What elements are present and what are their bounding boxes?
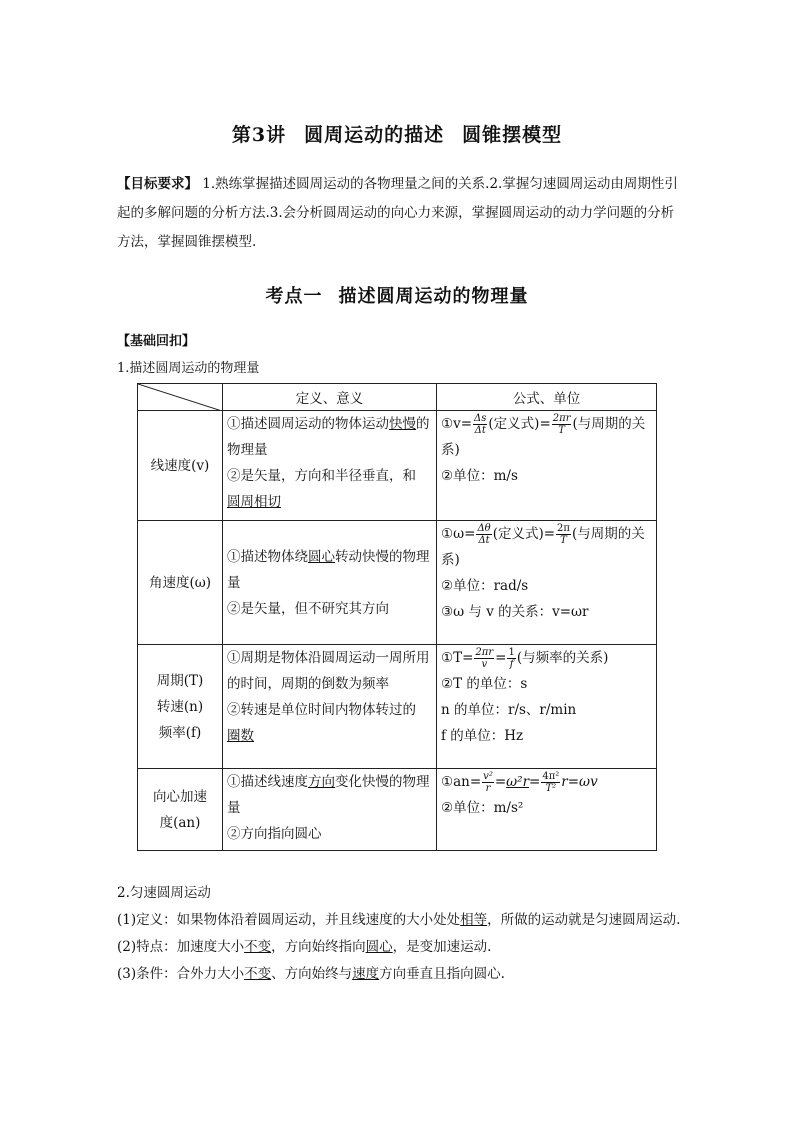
formula-unit: n 的单位：r/s、r/min <box>441 702 577 718</box>
definition-paragraph: (1)定义：如果物体沿着圆周运动，并且线速度的大小处处相等，所做的运动就是匀速圆周运动. <box>117 912 681 928</box>
subsection-2-title: 2.匀速圆周运动 <box>117 885 211 901</box>
row-definition <box>223 411 437 521</box>
lecture-topic: 圆周运动的描述 <box>304 124 445 146</box>
row-formula <box>437 411 657 521</box>
conditions-paragraph: (3)条件：合外力大小不变、方向始终与速度方向垂直且指向圆心. <box>117 966 505 982</box>
fraction: $\frac{\Delta s}{\Delta t}$ <box>474 413 487 436</box>
def-text: 变化快慢的物理量 <box>227 774 430 816</box>
def-text: ①描述线速度 <box>227 774 308 790</box>
diagonal-header-cell <box>138 384 223 411</box>
formula-text: ①an= <box>441 774 482 790</box>
formula-text: (与周期的关系) <box>441 416 646 458</box>
formula-text: ①v= <box>441 416 473 432</box>
formula-text: (定义式)= <box>492 526 556 542</box>
formula-text: = <box>494 774 507 790</box>
def-text: ①描述物体绕 <box>227 548 308 565</box>
formula-unit: ②单位：m/s² <box>441 800 524 816</box>
underlined-answer: 相等 <box>460 912 488 928</box>
row-definition <box>223 645 437 769</box>
def-text: ②是矢量，但不研究其方向 <box>227 600 389 617</box>
row-formula <box>437 521 657 645</box>
fraction: $\frac{1}{f}$ <box>508 647 515 670</box>
characteristics-paragraph: (2)特点：加速度大小不变，方向始终指向圆心，是变加速运动. <box>117 939 492 955</box>
header-definition: 定义、意义 <box>223 384 437 411</box>
def-underlined: 相切 <box>254 494 281 510</box>
fraction: $\frac{2\pi r}{T}$ <box>552 413 571 436</box>
fraction: $\frac{\text{4π²}}{\text{T²}}$ <box>542 771 560 794</box>
formula-text: (与周期的关系) <box>441 526 645 568</box>
goals-text: 1.熟练掌握描述圆周运动的各物理量之间的关系.2.掌握匀速圆周运动由周期性引起的多解问题的分析方法.3.会分析圆周运动的向心力来源，掌握圆周运动的动力学问题的分析方法，掌握圆锥摆模型. <box>117 176 678 250</box>
def-text: 的物理量 <box>227 416 430 458</box>
fraction: $\frac{\Delta\theta}{\Delta t}$ <box>477 523 491 546</box>
row-definition <box>223 521 437 645</box>
fraction: $\frac{\text{v²}}{r}$ <box>483 771 493 794</box>
subsection-1-title: 1.描述圆周运动的物理量 <box>117 361 260 376</box>
table-row <box>138 411 657 521</box>
formula-unit: ②单位：rad/s <box>441 578 529 594</box>
def-text: ②方向指向圆心 <box>227 826 322 842</box>
lecture-number: 第3讲 <box>231 124 287 146</box>
header-formula: 公式、单位 <box>437 384 657 411</box>
section-number: 考点一 <box>265 286 323 307</box>
row-name-centripetal-acceleration: 向心加速 度(an) <box>138 769 223 851</box>
table-row <box>138 521 657 645</box>
underlined-answer: 圆心 <box>365 939 393 955</box>
formula-text: ①T= <box>441 650 474 666</box>
underlined-answer: 不变 <box>244 966 272 982</box>
def-underlined: 圆周 <box>227 494 254 510</box>
def-text: ②转速是单位时间内物体转过的 <box>227 702 416 718</box>
row-formula <box>437 645 657 769</box>
row-definition <box>223 769 437 851</box>
underlined-answer: 不变 <box>244 939 272 955</box>
uniform-circular-motion-section <box>117 880 682 988</box>
row-name-angular-velocity: 角速度(ω) <box>138 521 223 645</box>
def-underlined: 圈数 <box>227 728 254 744</box>
row-name-period: 周期(T) 转速(n) 频率(f) <box>138 645 223 769</box>
lecture-title <box>0 120 794 147</box>
fraction: $\frac{2\pi}{T}$ <box>557 523 570 546</box>
learning-goals <box>117 170 682 257</box>
formula-text: (与频率的关系) <box>516 650 609 666</box>
formula-text: r=ωv <box>561 774 598 790</box>
table-row <box>138 645 657 769</box>
diagonal-line <box>138 384 222 411</box>
formula-underlined: ω²r <box>506 774 530 790</box>
quantities-table <box>137 383 657 851</box>
formula-text: = <box>529 774 541 790</box>
def-text: ②是矢量，方向和半径垂直，和 <box>227 468 416 484</box>
def-underlined: 快慢 <box>389 416 416 432</box>
table-row <box>138 769 657 851</box>
goals-label: 【目标要求】 <box>117 176 198 192</box>
formula-text: ①ω= <box>441 526 476 542</box>
formula-text: (定义式)= <box>488 416 551 432</box>
def-text: ①周期是物体沿圆周运动一周所用的时间，周期的倒数为频率 <box>227 650 430 692</box>
fraction: $\frac{2\pi r}{v}$ <box>475 647 494 670</box>
def-underlined: 圆心 <box>308 548 335 565</box>
underlined-answer: 速度 <box>352 966 380 982</box>
formula-unit: ②单位：m/s <box>441 468 518 484</box>
def-underlined: 方向 <box>308 774 335 790</box>
section-heading <box>0 282 794 308</box>
formula-unit: ②T 的单位：s <box>441 676 528 692</box>
table-header-row <box>138 384 657 411</box>
lecture-model: 圆锥摆模型 <box>462 124 563 146</box>
def-text: ①描述圆周运动的物体运动 <box>227 416 389 432</box>
formula-unit: f 的单位：Hz <box>441 728 524 744</box>
basic-review-label: 【基础回扣】 <box>117 334 196 349</box>
formula-text: = <box>495 650 507 666</box>
def-text: 转动快慢的物理量 <box>227 548 430 591</box>
formula-relation: ③ω 与 v 的关系：v=ωr <box>441 604 589 620</box>
row-formula <box>437 769 657 851</box>
row-name-linear-velocity: 线速度(v) <box>138 411 223 521</box>
section-name: 描述圆周运动的物理量 <box>338 286 529 307</box>
